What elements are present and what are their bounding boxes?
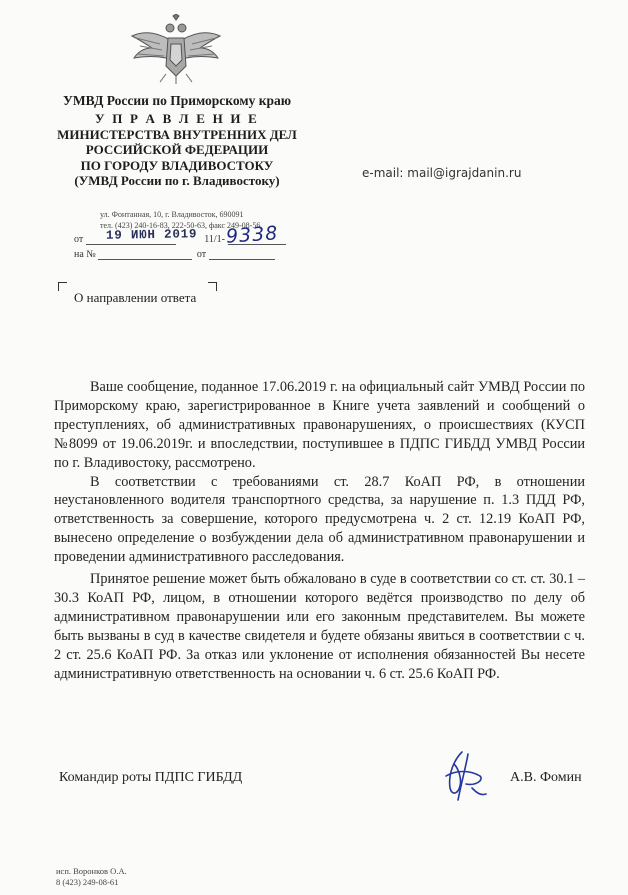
email-address: e-mail: mail@igrajdanin.ru (362, 166, 522, 180)
handwritten-number: 9338 (225, 222, 280, 248)
org-line-2: МИНИСТЕРСТВА ВНУТРЕННИХ ДЕЛ (57, 126, 297, 142)
signer-name: А.В. Фомин (510, 770, 582, 785)
executor-info (56, 866, 127, 888)
paragraph-2: В соответствии с требованиями ст. 28.7 КоАП РФ, в отношении неустановленного водителя транспортного средства, за нарушение п. 1.3 ПДД РФ, ответственность за совершение, которого предусмотрена ч. 2 ст. 12.19 КоАП РФ, вынесено определение о возбуждении дела об административном правонарушении и проведении административного расследования. (54, 473, 585, 566)
handwritten-signature-icon (432, 748, 494, 804)
org-line-4: ПО ГОРОДУ ВЛАДИВОСТОКУ (80, 157, 274, 173)
organization-header (44, 92, 310, 189)
on-number-label: на № (74, 249, 96, 260)
org-line-3: РОССИЙСКОЙ ФЕДЕРАЦИИ (85, 142, 269, 158)
registration-code: 11/1- (204, 234, 225, 245)
letter-body (54, 378, 585, 684)
date-stamp: 19 ИЮН 2019 (105, 227, 198, 243)
subject-corner-right (208, 282, 217, 291)
from-label: от (74, 234, 84, 245)
executor-phone: 8 (423) 249-08-61 (56, 877, 119, 887)
subject-corner-left (58, 282, 67, 291)
org-line-5: (УМВД России по г. Владивостоку) (74, 173, 280, 189)
reference-row (74, 248, 275, 260)
org-line-1: У П Р А В Л Е Н И Е (95, 111, 259, 126)
org-short-name: УМВД России по Приморскому краю (62, 93, 292, 108)
signer-title: Командир роты ПДПС ГИБДД (59, 770, 243, 785)
paragraph-3: Принятое решение может быть обжаловано в суде в соответствии со ст. ст. 30.1 – 30.3 КоАП РФ, лицом, в отношении которого ведётся производство по делу об административном правонарушении или его законным представителем. Вы можете быть вызваны в суд в качестве свидетеля и будете обязаны явиться в соответствии с ч. 2 ст. 25.6 КоАП РФ. За отказ или уклонение от исполнения обязанностей Вы несете административную ответственность на основании ч. 6 ст. 25.6 КоАП РФ. (54, 571, 585, 682)
from-label-2: от (196, 249, 207, 260)
address-phones: тел. (423) 240-16-83, 222-50-63, факс 249-08-56 (100, 220, 261, 230)
subject-line: О направлении ответа (74, 290, 197, 305)
paragraph-1: Ваше сообщение, поданное 17.06.2019 г. на официальный сайт УМВД России по Приморскому краю, зарегистрированное в Книге учета заявлений и сообщений о преступлениях, об административных правонарушениях, о происшествиях (КУСП №8099 от 19.06.2019г. и впоследствии, поступившее в ПДПС ГИБДД УМВД России по г. Владивостоку, рассмотрено. (54, 379, 585, 471)
executor-name: исп. Воронков О.А. (56, 866, 127, 876)
address-street: ул. Фонтанная, 10, г. Владивосток, 690091 (100, 210, 244, 219)
mvd-emblem-icon (130, 14, 222, 84)
